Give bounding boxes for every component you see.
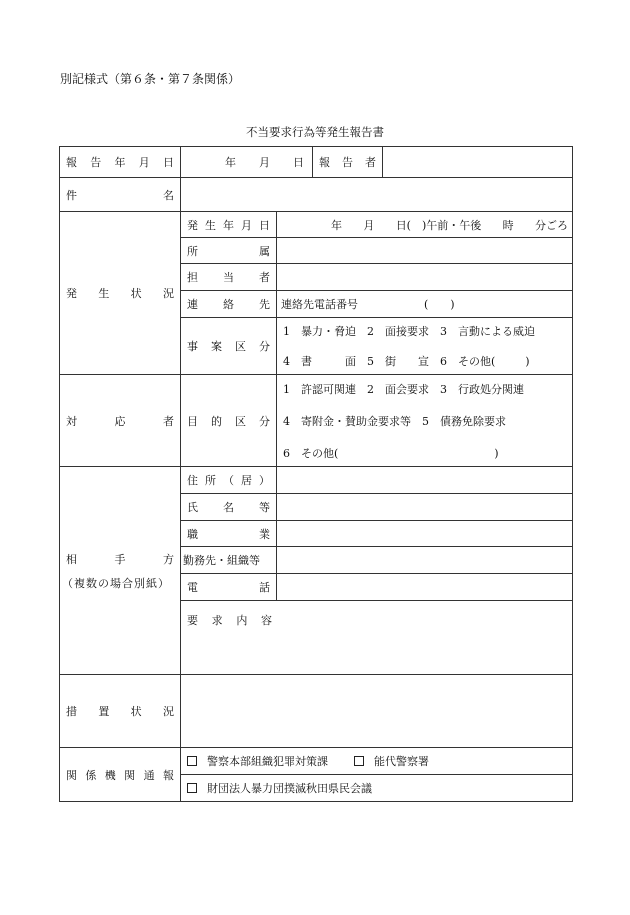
measures-label-text: [66, 703, 174, 719]
label-char: 案: [211, 340, 222, 353]
counterpart-demand-cell[interactable]: [181, 601, 573, 675]
counterpart-label-text: [66, 551, 174, 567]
affiliation-label: [181, 238, 277, 264]
label-char: 氏: [187, 501, 198, 514]
label-char: 告: [342, 156, 353, 169]
label-char: 置: [98, 705, 110, 718]
label-char: 報: [319, 156, 330, 169]
person-in-charge-label-text: [187, 269, 270, 285]
label-char: 措: [66, 705, 77, 718]
label-char: 担: [187, 271, 198, 284]
counterpart-note: （複数の場合別紙）: [62, 576, 170, 590]
label-char: 係: [85, 768, 97, 782]
reporter-label-text: [319, 154, 376, 170]
case-type-label: [181, 318, 277, 375]
report-date-month: 月: [259, 156, 270, 169]
agencies-label: [60, 748, 181, 802]
purpose-row2: 4 寄附金・賛助金要求等 5 債務免除要求: [283, 414, 506, 428]
case-type-row2-text: 4 書 面 5 街 宣 6 その他(: [283, 355, 496, 368]
person-in-charge-value-cell[interactable]: [277, 264, 573, 291]
label-char: 住: [187, 474, 198, 487]
agencies-row-1: [60, 748, 573, 775]
counterpart-address-row: [60, 467, 573, 494]
occurrence-date-value-cell[interactable]: [277, 212, 573, 238]
label-char: 手: [114, 552, 126, 566]
label-char: 区: [235, 414, 246, 428]
label-char: 日: [259, 218, 270, 232]
label-char: 絡: [223, 298, 234, 311]
report-date-value-cell[interactable]: [181, 147, 313, 178]
case-type-row2-close: ): [525, 355, 530, 368]
counterpart-name-value[interactable]: [277, 494, 573, 521]
label-char: 相: [66, 552, 77, 566]
counterpart-address-value[interactable]: [277, 467, 573, 494]
label-char: 者: [163, 414, 174, 428]
report-date-day: 日: [293, 156, 304, 169]
label-char: 区: [235, 340, 246, 353]
label-char: 名: [223, 501, 234, 514]
label-char: 容: [260, 614, 272, 627]
counterpart-occupation-label: [181, 521, 277, 547]
affiliation-label-text: [187, 243, 270, 259]
case-name-label-text: [66, 187, 174, 203]
respondent-label: [60, 375, 181, 467]
label-char: 所: [205, 474, 216, 487]
occurrence-day-ampm: 日( )午前・午後: [395, 218, 482, 232]
label-char: 応: [114, 414, 126, 428]
case-type-row2: [283, 353, 566, 369]
case-type-value-cell[interactable]: [277, 318, 573, 375]
label-char: 告: [90, 156, 102, 169]
purpose-label-text: [187, 413, 270, 429]
occurrence-minute: 分ごろ: [534, 218, 568, 232]
counterpart-name-label: [181, 494, 277, 521]
measures-label: [60, 675, 181, 748]
counterpart-name-label-text: [187, 499, 270, 515]
label-char: 状: [130, 705, 142, 718]
report-date-row: [60, 147, 573, 178]
label-char: 分: [259, 340, 270, 353]
label-char: 内: [236, 614, 248, 627]
measures-value-cell[interactable]: [181, 675, 573, 748]
label-char: 居: [241, 474, 252, 487]
label-char: 日: [163, 156, 174, 169]
case-name-label: [60, 178, 181, 212]
occurrence-label-text: [66, 285, 174, 301]
agency-foundation-label: 財団法人暴力団撲滅秋田県民会議: [207, 782, 372, 795]
report-form-table: [59, 146, 573, 802]
label-char: 関: [66, 768, 77, 782]
report-date-label-text: [66, 154, 174, 170]
counterpart-workplace-value[interactable]: [277, 547, 573, 574]
contact-label-text: [187, 296, 270, 312]
label-char: 件: [66, 188, 77, 202]
label-char: 報: [162, 768, 174, 782]
occurrence-date-label: [181, 212, 277, 238]
counterpart-address-label-text: [187, 472, 270, 488]
occurrence-month: 月: [363, 218, 375, 232]
label-char: 業: [259, 527, 270, 541]
label-char: 者: [365, 156, 376, 169]
document-title: 不当要求行為等発生報告書: [246, 125, 384, 139]
label-char: 生: [98, 287, 110, 300]
label-char: 目: [187, 414, 198, 428]
label-char: 属: [259, 244, 270, 258]
agencies-options-2: [181, 775, 573, 802]
counterpart-phone-label-text: [187, 579, 270, 595]
label-char: 等: [259, 501, 270, 514]
label-char: 求: [211, 614, 223, 627]
case-name-row: [60, 178, 573, 212]
reporter-value-cell[interactable]: [383, 147, 573, 178]
counterpart-phone-label: [181, 574, 277, 601]
report-date-year: 年: [225, 156, 236, 169]
label-char: 電: [187, 581, 198, 594]
occurrence-year: 年: [331, 218, 342, 232]
measures-row: [60, 675, 573, 748]
label-char: 況: [162, 705, 174, 718]
occurrence-label: [60, 212, 181, 375]
purpose-row3-text: 6 その他(: [283, 446, 339, 460]
label-char: 事: [187, 340, 198, 353]
label-char: 連: [187, 298, 198, 311]
label-char: ）: [259, 474, 270, 487]
label-char: 月: [138, 156, 150, 169]
label-char: 機: [104, 768, 116, 782]
counterpart-phone-value[interactable]: [277, 574, 573, 601]
counterpart-demand-label: [187, 612, 272, 628]
label-char: 発: [66, 287, 77, 300]
respondent-label-text: [66, 413, 174, 429]
label-char: （: [223, 474, 234, 487]
agency-police-hq-label: 警察本部組織犯罪対策課: [207, 755, 328, 768]
label-char: 関: [124, 768, 136, 782]
label-char: 年: [114, 156, 126, 169]
counterpart-workplace-label: [181, 547, 277, 574]
respondent-row: [60, 375, 573, 467]
label-char: 要: [187, 614, 198, 627]
affiliation-value-cell[interactable]: [277, 238, 573, 264]
purpose-label: [181, 375, 277, 467]
report-date-label: [60, 147, 181, 178]
label-char: 当: [223, 271, 234, 284]
purpose-row1: 1 許認可関連 2 面会要求 3 行政処分関連: [283, 382, 524, 396]
counterpart-occupation-value[interactable]: [277, 521, 573, 547]
counterpart-label: [60, 467, 181, 675]
occurrence-hour: 時: [502, 218, 514, 232]
label-char: 分: [259, 414, 270, 428]
contact-label: [181, 291, 277, 318]
checkbox-foundation[interactable]: [187, 783, 197, 793]
label-char: 月: [241, 218, 252, 232]
counterpart-occupation-label-text: [187, 526, 270, 542]
purpose-row3: [283, 445, 566, 461]
label-char: 名: [163, 188, 174, 202]
case-type-row1: 1 暴力・脅迫 2 面接要求 3 言動による威迫: [283, 325, 535, 338]
label-char: 年: [223, 218, 234, 232]
case-type-label-text: [187, 338, 270, 354]
contact-phone-paren: ( ): [424, 298, 455, 311]
label-char: 職: [187, 527, 198, 541]
checkbox-police-hq[interactable]: [187, 756, 197, 766]
counterpart-address-label: [181, 467, 277, 494]
label-char: 先: [259, 298, 270, 311]
checkbox-noshiro-police[interactable]: [354, 756, 364, 766]
label-char: 者: [259, 271, 270, 284]
purpose-row3-close: ): [494, 446, 499, 460]
person-in-charge-label: [181, 264, 277, 291]
agencies-options-1: [181, 748, 573, 775]
label-char: 的: [211, 414, 222, 428]
contact-value-cell[interactable]: [277, 291, 573, 318]
label-char: 状: [130, 287, 142, 300]
reporter-label: [313, 147, 383, 178]
purpose-value-cell[interactable]: [277, 375, 573, 467]
label-char: 況: [162, 287, 174, 300]
label-char: 話: [259, 581, 270, 594]
form-reference: 別記様式（第６条・第７条関係）: [60, 72, 241, 86]
label-char: 対: [66, 414, 77, 428]
contact-phone-label: 連絡先電話番号: [281, 298, 358, 311]
label-char: 通: [143, 768, 155, 782]
agencies-label-text: [66, 767, 174, 783]
label-char: 所: [187, 244, 198, 258]
label-char: 発: [187, 218, 198, 232]
agency-noshiro-police-label: 能代警察署: [374, 755, 429, 768]
occurrence-date-label-text: [187, 217, 270, 233]
occurrence-date-row: [60, 212, 573, 238]
counterpart-workplace-label-text: 勤務先・組織等: [183, 554, 260, 567]
case-name-value-cell[interactable]: [181, 178, 573, 212]
label-char: 生: [205, 218, 216, 232]
label-char: 報: [66, 156, 77, 169]
label-char: 方: [163, 552, 174, 566]
